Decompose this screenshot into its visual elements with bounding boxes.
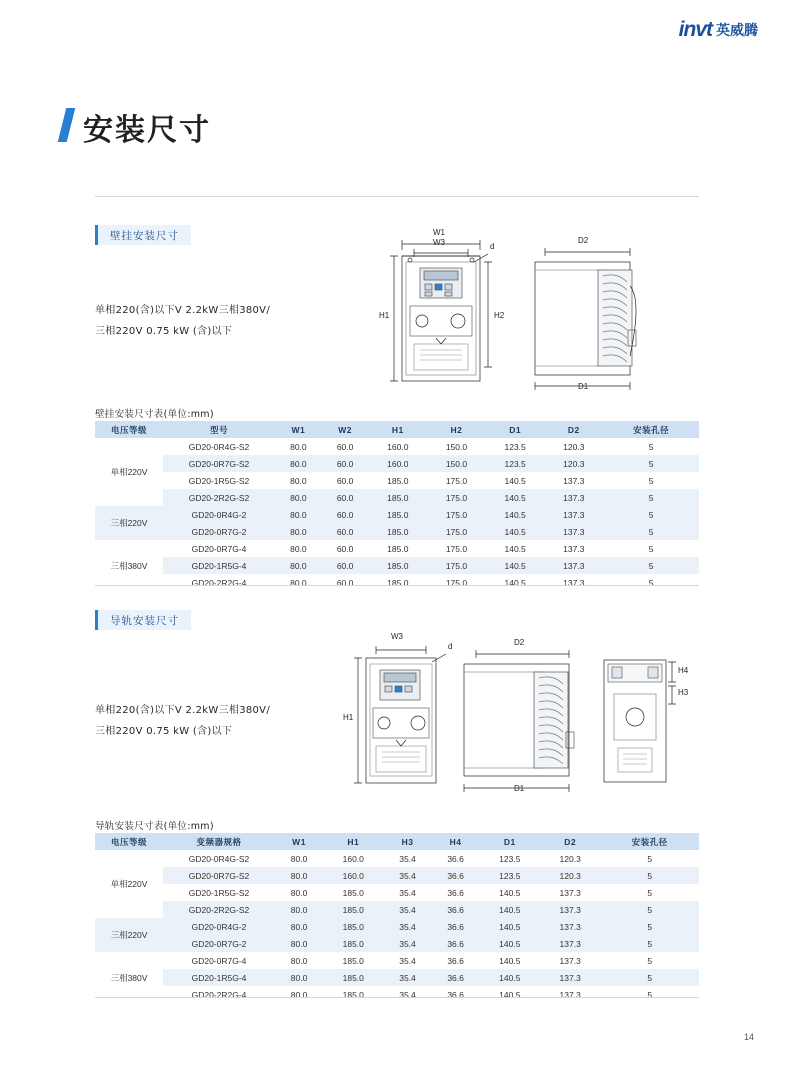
cell-spec: GD20-2R2G-S2 (163, 901, 275, 918)
label-h3: H3 (678, 688, 689, 697)
cell-h2: 175.0 (427, 557, 486, 574)
wall-mount-table-bottom-rule (95, 585, 699, 586)
table-row (95, 884, 699, 901)
cell-d1: 140.5 (504, 577, 526, 588)
cell-h1: 185.0 (323, 918, 383, 935)
cell-model: GD20-0R7G-2 (163, 523, 275, 540)
cell-d2: 137.3 (544, 489, 603, 506)
cell-w1: 80.0 (290, 989, 308, 1000)
rail-mount-drawing-svg (336, 628, 700, 798)
cell-h1: 185.0 (368, 523, 427, 540)
cell-d2: 137.3 (559, 989, 581, 1000)
cell-h4: 36.6 (432, 901, 480, 918)
cell-hole: 5 (600, 969, 699, 986)
cell-d2: 137.3 (559, 887, 581, 898)
cell-h1: 185.0 (342, 887, 364, 898)
cell-h1: 185.0 (387, 475, 409, 486)
cell-hole: 5 (647, 887, 653, 898)
cell-w1: 80.0 (275, 935, 323, 952)
cell-d2: 120.3 (544, 455, 603, 472)
cell-h1: 185.0 (342, 989, 364, 1000)
cell-h3: 35.4 (383, 918, 431, 935)
cell-w1: 80.0 (275, 867, 323, 884)
label-w1: W1 (433, 228, 445, 237)
cell-w1: 80.0 (275, 523, 322, 540)
cell-model: GD20-0R4G-2 (163, 506, 275, 523)
cell-hole: 5 (648, 441, 654, 452)
cell-d1: 140.5 (480, 969, 540, 986)
col-h2: H2 (427, 421, 486, 439)
cell-hole: 5 (647, 853, 653, 864)
cell-d2: 137.3 (544, 523, 603, 540)
table-row (95, 935, 699, 952)
cell-voltage: 三相380V (110, 560, 148, 571)
cell-h2: 175.0 (445, 577, 468, 588)
cell-hole: 5 (603, 455, 699, 472)
table-row (95, 523, 699, 540)
table-row (95, 901, 699, 918)
cell-d1: 140.5 (486, 489, 545, 506)
cell-d2: 120.3 (540, 867, 600, 884)
cell-h3: 35.4 (383, 867, 431, 884)
brand-logo-mark: invt (678, 18, 712, 41)
cell-w2: 60.0 (322, 455, 369, 472)
section-tag-wall-mount (95, 225, 191, 245)
table-row (95, 969, 699, 986)
cell-h4: 36.6 (447, 887, 464, 898)
cell-model: GD20-1R5G-S2 (188, 475, 250, 486)
cell-h4: 36.6 (447, 955, 464, 966)
cell-h1: 185.0 (368, 506, 427, 523)
cell-d1: 140.5 (486, 557, 545, 574)
cell-h4: 36.6 (432, 935, 480, 952)
cell-hole: 5 (600, 867, 699, 884)
section-tag-rail-mount-label: 导轨安装尺寸 (110, 614, 179, 627)
col-h3: H3 (383, 833, 431, 851)
page-title (62, 108, 211, 146)
cell-h2: 150.0 (427, 455, 486, 472)
cell-spec: GD20-1R5G-S2 (188, 887, 250, 898)
col-spec: 变频器规格 (163, 833, 275, 851)
col-d1: D1 (480, 833, 540, 851)
label-h1: H1 (379, 311, 390, 320)
cell-spec: GD20-0R7G-4 (191, 955, 247, 966)
cell-h3: 35.4 (383, 969, 431, 986)
col-h1: H1 (368, 421, 427, 439)
cell-d2: 137.3 (563, 577, 585, 588)
cell-hole: 5 (603, 523, 699, 540)
cell-w2: 60.0 (322, 489, 369, 506)
col-d2: D2 (540, 833, 600, 851)
cell-hole: 5 (600, 918, 699, 935)
cell-voltage: 三相380V (110, 972, 148, 983)
title-text: 安装尺寸 (83, 113, 211, 148)
cell-w1: 80.0 (275, 969, 323, 986)
cell-h4: 36.6 (432, 867, 480, 884)
page-number: 14 (743, 1032, 754, 1042)
col-d2: D2 (544, 421, 603, 439)
cell-spec: GD20-0R4G-2 (163, 918, 275, 935)
cell-d2: 120.3 (559, 853, 581, 864)
col-d1: D1 (486, 421, 545, 439)
wall-mount-desc-line2: 三相220V 0.75 kW (含)以下 (95, 326, 233, 337)
wall-mount-drawing (370, 226, 700, 396)
cell-h2: 175.0 (445, 475, 468, 486)
cell-d2: 137.3 (559, 955, 581, 966)
cell-h1: 160.0 (323, 867, 383, 884)
cell-w2: 60.0 (322, 523, 369, 540)
cell-h2: 150.0 (445, 441, 468, 452)
cell-h4: 36.6 (447, 853, 464, 864)
table-row (95, 557, 699, 574)
rail-mount-description (95, 700, 325, 742)
cell-h1: 185.0 (368, 557, 427, 574)
cell-h2: 175.0 (445, 543, 468, 554)
cell-voltage: 单相220V (110, 879, 148, 889)
label-h2: H2 (494, 311, 505, 320)
cell-d1: 140.5 (480, 935, 540, 952)
table-row (95, 489, 699, 506)
cell-w1: 80.0 (290, 475, 307, 486)
cell-h4: 36.6 (447, 989, 464, 1000)
title-accent-bar (58, 108, 75, 142)
cell-w1: 80.0 (290, 543, 307, 554)
col-hole: 安装孔径 (603, 421, 699, 439)
cell-d1: 123.5 (504, 441, 526, 452)
label-d2: D2 (514, 638, 525, 647)
cell-spec: GD20-1R5G-4 (163, 969, 275, 986)
cell-h3: 35.4 (399, 955, 416, 966)
cell-h1: 185.0 (387, 577, 409, 588)
cell-h3: 35.4 (399, 853, 416, 864)
label-d1: D1 (514, 784, 525, 793)
col-model: 型号 (163, 421, 275, 439)
rail-mount-desc-line1: 单相220(含)以下V 2.2kW三相380V/ (95, 705, 270, 716)
table-row (95, 850, 699, 867)
cell-h3: 35.4 (383, 935, 431, 952)
cell-d1: 140.5 (499, 955, 521, 966)
cell-d1: 123.5 (499, 853, 521, 864)
cell-model: GD20-2R2G-4 (191, 577, 247, 588)
rail-mount-table-bottom-rule (95, 997, 699, 998)
label-d1: D1 (578, 382, 589, 391)
wall-mount-description (95, 300, 325, 342)
brand-logo-cn: 英威腾 (716, 23, 758, 39)
cell-w2: 60.0 (322, 557, 369, 574)
rail-mount-desc-line2: 三相220V 0.75 kW (含)以下 (95, 726, 233, 737)
cell-w1: 80.0 (275, 901, 323, 918)
cell-hole: 5 (647, 989, 653, 1000)
cell-w2: 60.0 (336, 475, 354, 486)
cell-d2: 137.3 (540, 901, 600, 918)
cell-d1: 140.5 (504, 475, 526, 486)
cell-hole: 5 (648, 475, 654, 486)
cell-model: GD20-2R2G-S2 (163, 489, 275, 506)
cell-h4: 36.6 (432, 918, 480, 935)
table-row (95, 506, 699, 523)
col-hole: 安装孔径 (600, 833, 699, 851)
cell-w1: 80.0 (275, 506, 322, 523)
cell-spec: GD20-0R7G-S2 (163, 867, 275, 884)
col-w1: W1 (275, 421, 322, 439)
cell-voltage: 三相220V (95, 918, 163, 952)
cell-h1: 185.0 (342, 955, 364, 966)
cell-model: GD20-0R7G-4 (191, 543, 247, 554)
cell-h1: 160.0 (368, 455, 427, 472)
cell-w2: 60.0 (336, 441, 354, 452)
cell-d2: 137.3 (540, 935, 600, 952)
cell-hole: 5 (603, 506, 699, 523)
table-row (95, 918, 699, 935)
col-h4: H4 (432, 833, 480, 851)
cell-w1: 80.0 (290, 577, 307, 588)
cell-h1: 185.0 (323, 901, 383, 918)
cell-hole: 5 (600, 901, 699, 918)
cell-h2: 175.0 (427, 489, 486, 506)
col-h1: H1 (323, 833, 383, 851)
cell-hole: 5 (603, 557, 699, 574)
cell-spec: GD20-2R2G-4 (191, 989, 247, 1000)
cell-w1: 80.0 (275, 918, 323, 935)
cell-d1: 140.5 (480, 901, 540, 918)
table-row (95, 952, 699, 969)
cell-hole: 5 (600, 935, 699, 952)
wall-mount-drawing-svg (370, 226, 700, 396)
cell-d1: 123.5 (480, 867, 540, 884)
brand-logo (679, 18, 758, 42)
cell-d2: 137.3 (563, 543, 585, 554)
cell-w1: 80.0 (275, 557, 322, 574)
cell-spec: GD20-0R7G-2 (163, 935, 275, 952)
cell-hole: 5 (648, 543, 654, 554)
cell-d2: 120.3 (563, 441, 585, 452)
label-h1: H1 (343, 713, 354, 722)
cell-h4: 36.6 (432, 969, 480, 986)
cell-model: GD20-1R5G-4 (163, 557, 275, 574)
table-row (95, 574, 699, 591)
cell-w1: 80.0 (290, 955, 308, 966)
label-d: d (490, 242, 495, 251)
rail-mount-table-caption: 导轨安装尺寸表(单位:mm) (95, 821, 214, 832)
table-row (95, 472, 699, 489)
cell-hole: 5 (648, 577, 654, 588)
header-divider (95, 196, 699, 197)
cell-h1: 185.0 (323, 969, 383, 986)
label-w3: W3 (391, 632, 403, 641)
cell-d1: 140.5 (504, 543, 526, 554)
wall-mount-table (95, 420, 699, 591)
cell-hole: 5 (603, 489, 699, 506)
cell-h1: 185.0 (387, 543, 409, 554)
label-d: d (448, 642, 453, 651)
cell-w1: 80.0 (290, 853, 308, 864)
label-w3: W3 (433, 238, 445, 247)
cell-d1: 140.5 (480, 918, 540, 935)
cell-w1: 80.0 (290, 441, 307, 452)
cell-h1: 185.0 (368, 489, 427, 506)
cell-d2: 137.3 (544, 506, 603, 523)
cell-h3: 35.4 (383, 901, 431, 918)
table-header-row (95, 833, 699, 851)
cell-w1: 80.0 (275, 455, 322, 472)
label-d2: D2 (578, 236, 589, 245)
cell-model: GD20-0R7G-S2 (163, 455, 275, 472)
cell-voltage: 三相220V (95, 506, 163, 540)
cell-d1: 140.5 (499, 887, 521, 898)
section-tag-rail-mount (95, 610, 191, 630)
col-voltage: 电压等级 (95, 833, 163, 851)
cell-d2: 137.3 (563, 475, 585, 486)
table-header-row (95, 421, 699, 439)
wall-mount-table-caption: 壁挂安装尺寸表(单位:mm) (95, 409, 214, 420)
cell-voltage: 单相220V (110, 467, 148, 477)
cell-w1: 80.0 (290, 887, 308, 898)
cell-h2: 175.0 (427, 506, 486, 523)
label-h4: H4 (678, 666, 689, 675)
cell-h1: 160.0 (342, 853, 364, 864)
cell-h2: 175.0 (427, 523, 486, 540)
table-row (95, 986, 699, 1003)
section-tag-wall-mount-label: 壁挂安装尺寸 (110, 229, 179, 242)
cell-w2: 60.0 (322, 506, 369, 523)
table-row (95, 438, 699, 455)
cell-w2: 60.0 (336, 543, 354, 554)
cell-d1: 140.5 (499, 989, 521, 1000)
cell-d2: 137.3 (540, 918, 600, 935)
rail-mount-table (95, 832, 699, 1003)
cell-w1: 80.0 (275, 489, 322, 506)
table-row (95, 867, 699, 884)
cell-d1: 123.5 (486, 455, 545, 472)
table-row (95, 540, 699, 557)
cell-w2: 60.0 (336, 577, 354, 588)
cell-hole: 5 (647, 955, 653, 966)
col-w1: W1 (275, 833, 323, 851)
col-voltage: 电压等级 (95, 421, 163, 439)
wall-mount-desc-line1: 单相220(含)以下V 2.2kW三相380V/ (95, 305, 270, 316)
cell-spec: GD20-0R4G-S2 (188, 853, 250, 864)
cell-h3: 35.4 (399, 989, 416, 1000)
rail-mount-drawing (336, 628, 700, 798)
cell-d1: 140.5 (486, 523, 545, 540)
cell-d2: 137.3 (540, 969, 600, 986)
cell-h3: 35.4 (399, 887, 416, 898)
cell-h1: 185.0 (323, 935, 383, 952)
col-w2: W2 (322, 421, 369, 439)
cell-d1: 140.5 (486, 506, 545, 523)
cell-d2: 137.3 (544, 557, 603, 574)
cell-h1: 160.0 (387, 441, 409, 452)
table-row (95, 455, 699, 472)
cell-model: GD20-0R4G-S2 (188, 441, 250, 452)
